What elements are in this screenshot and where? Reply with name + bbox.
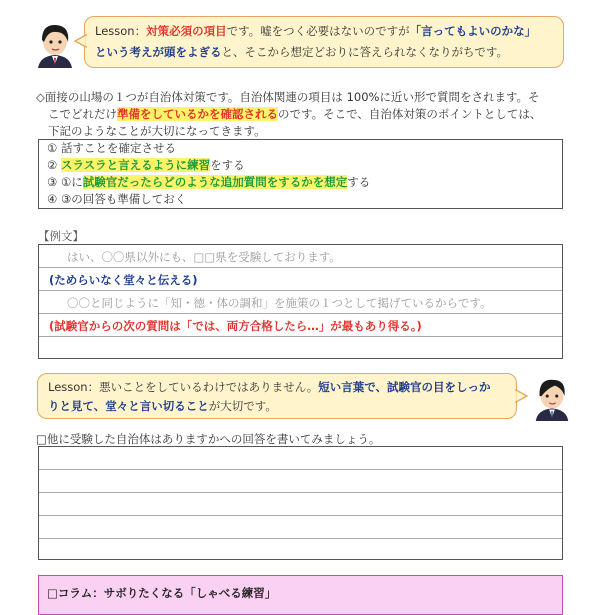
lesson-1-text-b: と、そこから想定どおりに答えられなくなりがちです。 xyxy=(221,45,508,59)
answer-box[interactable] xyxy=(38,446,563,560)
point-3-num: ③ ①に xyxy=(47,175,83,189)
example-label: 【例文】 xyxy=(38,229,84,243)
intro-red-text: 準備をしているかを確認される xyxy=(117,107,278,121)
point-3-tail: する xyxy=(347,175,371,189)
point-2-tail: をする xyxy=(210,158,245,172)
point-1: ① 話すことを確定させる xyxy=(47,141,176,155)
student-avatar-icon xyxy=(530,375,574,421)
lesson-1-blue-text-b: という考えが頭をよぎる xyxy=(95,45,222,59)
lesson-bubble-1 xyxy=(84,16,564,68)
intro-paragraph xyxy=(36,89,576,140)
lesson-2-blue-text-a: 短い言葉で、試験官の目をしっか xyxy=(318,380,491,394)
example-line-4: (試験官からの次の質問は「では、両方合格したら…」が最もあり得る。) xyxy=(49,319,422,333)
example-box xyxy=(38,244,563,359)
lesson-2-text: が大切です。 xyxy=(208,399,277,413)
lesson-bubble-2 xyxy=(37,373,517,419)
exercise-prompt: □他に受験した自治体はありますかへの回答を書いてみましょう。 xyxy=(36,432,381,446)
point-2-highlight: スラスラと言えるように練習 xyxy=(60,158,211,172)
column-box xyxy=(38,575,563,615)
lesson-1-blue-text-a: 「言ってもよいのかな」 xyxy=(409,24,537,38)
lesson-2-blue-text-b: りと見て、堂々と言い切ること xyxy=(48,399,209,413)
lesson-2-prefix: Lesson：悪いことをしているわけではありません。 xyxy=(48,380,319,394)
point-3-highlight: 試験官だったらどのような追加質問をするかを想定 xyxy=(82,175,348,189)
point-2-num: ② xyxy=(47,158,61,172)
example-line-2: (ためらいなく堂々と伝える) xyxy=(49,273,198,287)
example-line-1: はい、〇〇県以外にも、□□県を受験しております。 xyxy=(67,250,341,264)
lesson-1-prefix: Lesson： xyxy=(95,24,147,38)
point-4: ④ ③の回答も準備しておく xyxy=(47,192,187,206)
lesson-1-text-a: です。嘘をつく必要はないのですが xyxy=(226,24,410,38)
bubble-pointer-1 xyxy=(74,34,87,48)
intro-line-1: ◇面接の山場の１つが自治体対策です。自治体関連の項目は 100%に近い形で質問をされます。そ xyxy=(36,90,540,104)
column-title: □コラム：サボりたくなる「しゃべる練習」 xyxy=(47,586,277,600)
point-2 xyxy=(47,157,554,174)
bubble-pointer-2 xyxy=(515,389,528,403)
lesson-1-red-text: 対策必須の項目 xyxy=(146,24,227,38)
intro-text-b: のです。そこで、自治体対策のポイントとしては、 xyxy=(278,107,542,121)
example-line-3: 〇〇と同じように「知・徳・体の調和」を施策の１つとして掲げているからです。 xyxy=(67,296,492,310)
intro-line-3: 下記のようなことが大切になってきます。 xyxy=(48,124,266,138)
teacher-avatar-icon xyxy=(32,20,78,68)
intro-text-a: こでどれだけ xyxy=(48,107,117,121)
point-3 xyxy=(47,174,554,191)
points-box xyxy=(38,139,563,209)
intro-line-2 xyxy=(36,106,576,123)
